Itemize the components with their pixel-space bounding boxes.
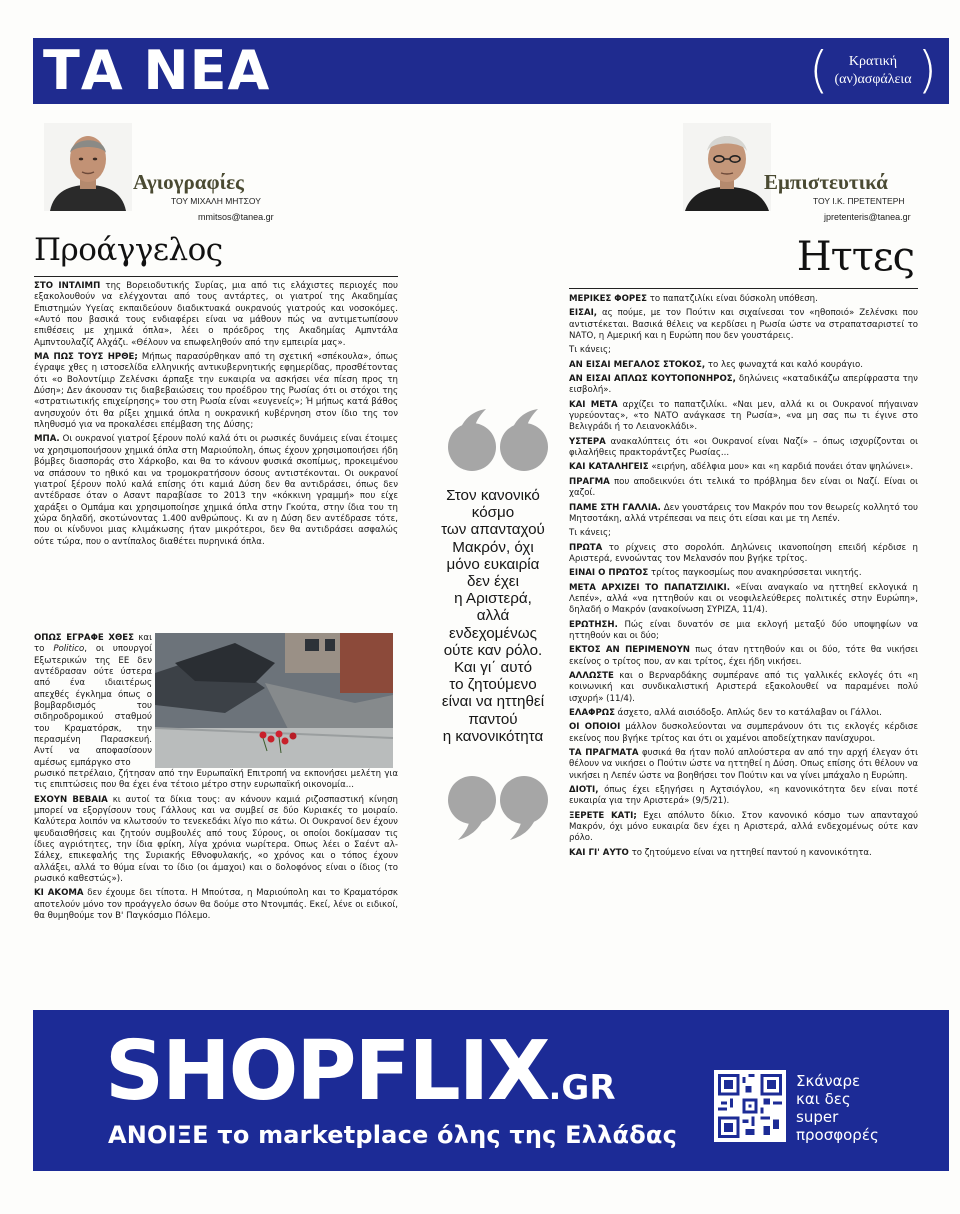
tagline-line2: (αν)ασφάλεια [834,72,912,87]
article-paragraph: ΚΑΙ ΜΕΤΑ αρχίζει το παπατζιλίκι. «Ναι μεν, αλλά κι οι Ουκρανοί πήγαιναν γυρεύοντας», «το ΝΑΤΟ ανάγκασε τη Ρωσία», «να μη σας πω τι έγινε στο Βελιγράδι ή το Λειανοκλάδι». [569,399,919,433]
column-name-left: Αγιογραφίες [133,170,244,194]
article-paragraph: ΑΝ ΕΙΣΑΙ ΑΠΛΩΣ ΚΟΥΤΟΠΟΝΗΡΟΣ, δηλώνεις «καταδικάζω απερίφραστα την εισβολή». [569,374,918,396]
email-right[interactable]: jpretenteris@tanea.gr [824,212,911,222]
article-paragraph: ΕΙΝΑΙ Ο ΠΡΩΤΟΣ τρίτος παγκοσμίως που ανακηρύσσεται νικητής. [569,568,862,579]
tagline-line1: Κρατική [848,54,898,69]
article-paragraph: ΑΛΛΩΣΤΕ και ο Βερναρδάκης συμπέρανε από τις γαλλικές εκλογές ότι «η κοινωνική και συνδικαλιστική Αριστερά εξακολουθεί να παραμένει πολύ ισχυρή» (11/4). [569,670,918,704]
masthead [33,38,949,104]
right-paren-icon: ) [917,41,937,99]
left-article-continued [34,769,398,925]
right-article-body [569,294,918,862]
article-paragraph: ΠΑΜΕ ΣΤΗ ΓΑΛΛΙΑ. Δεν γουστάρεις τον Μακρόν που τον θεωρείς κολλητό του Μητσοτάκη, αλλά ντρέπεσαι να πεις ότι είσαι και με τη Λεπέν. [569,502,918,524]
article-paragraph: ΜΑ ΠΩΣ ΤΟΥΣ ΗΡΘΕ; Μήπως παρασύρθηκαν από τη σχετική «σπέκουλα», όπως έγραψε χθες η ιστοσελίδα ελληνικής αντικυβερνητικής εφημερίδας, προσθέτοντας ότι «ο Βολοντίμιρ Ζελένσκι άρπαξε την ευκαιρία να ασκήσει νέα πίεση προς τη Δύση»; Δεν άκουσαν τις διαβεβαιώσεις του προέδρου της Ρωσίας ότι οι στόχοι της «στρατιωτικής επιχείρησης» του στη Ρωσία είναι «ευγενείς»; Ή μήπως κατά βάθος ανησυχούν ότι θα ρίξει χημικά όπλα η ουκρανική κυβέρνηση στον ίδιο της τον πληθυσμό για να προκαλέσει επέμβαση της Δύσης; [34,352,398,431]
article-paragraph: ΤΑ ΠΡΑΓΜΑΤΑ φυσικά θα ήταν πολύ απλούστερα αν από την αρχή έλεγαν ότι θέλουν να νικήσει ο Πούτιν ώστε να ηττηθεί η Δύση. Οπως επίσης ότι θέλουν να νικήσει η Λεπέν ώστε να βοηθήσει τον Πούτιν και να γίνει μπάχαλο η Ευρώπη. [569,748,919,781]
article-paragraph-wrap: ΟΠΩΣ ΕΓΡΑΦΕ ΧΘΕΣ και το Politico, οι υπουργοί Εξωτερικών της ΕΕ δεν αντέδρασαν ούτε ύστερα από ένα ιδιαιτέρως απεχθές έγκλημα όπως ο βομβαρδισμός του σιδηροδρομικού σταθμού του Κραματόρσκ, την περασμένη Παρασκευή. Αντί να αποφασίσουν αμέσως εμπάργκο στο [34,633,152,768]
article-paragraph: ΚΑΙ ΚΑΤΑΛΗΓΕΙΣ «ειρήνη, αδέλφια μου» και «η καρδιά πονάει όταν ψηλώνει». [569,462,914,473]
newspaper-logo: ΤΑ ΝΕΑ [43,39,271,102]
author-photo-left [44,123,132,211]
article-paragraph: ΜΕΡΙΚΕΣ ΦΟΡΕΣ το παπατζιλίκι είναι δύσκολη υπόθεση. [569,294,818,304]
qr-code-icon[interactable] [714,1070,786,1142]
article-paragraph: ΠΡΩΤΑ το ρίχνεις στο σορολόπ. Δηλώνεις ικανοποίηση επειδή κέρδισε η Αριστερά, εννοώντας τον Μελανσόν που βγήκε τρίτος. [569,542,918,564]
section-tagline [809,41,937,100]
news-photo-debris [155,633,393,768]
article-paragraph: ΚΙ ΑΚΟΜΑ δεν έχουμε δει τίποτα. Η Μπούτσα, η Μαριούπολη και το Κραματόρσκ αποτελούν μόνο τον προάγγελο όσων θα δούμε στο Ντονμπάς. Εκεί, λένε οι ειδικοί, θα θυμηθούμε τον Β' Παγκόσμιο Πόλεμο. [34,888,398,922]
article-paragraph: ΕΙΣΑΙ, ας πούμε, με τον Πούτιν και σιχαίνεσαι τον «ηθοποιό» Ζελένσκι που αντιστέκεται. Βασικά θέλεις να κερδίσει η Ρωσία ώστε να στραπατσαριστεί το ΝΑΤΟ, η Αμερική και η Ευρώπη που δεν γουστάρεις. [569,308,918,342]
article-paragraph: ΞΕΡΕΤΕ ΚΑΤΙ; Εχει απόλυτο δίκιο. Στον κανονικό κόσμο των απανταχού Μακρόν, όχι μόνο ευκαιρία δεν έχει η Αριστερά, αλλά ενδεχομένως ούτε καν ρόλο. [569,810,919,844]
article-paragraph: ΔΙΟΤΙ, όπως έχει εξηγήσει η Αχτσιόγλου, «η κανονικότητα δεν είναι ποτέ ευκαιρία για την Αριστερά» (9/5/21). [569,785,918,807]
article-paragraph: ΕΧΟΥΝ ΒΕΒΑΙΑ κι αυτοί τα δίκια τους: αν κάνουν καμιά ριζοσπαστική κίνηση μπορεί να εξοργίσουν τους Γάλλους και να συμβεί σε δύο Κυριακές το μοιραίο. Καλύτερα λοιπόν να κλωτσούν το τενεκεδάκι λίγο πιο κάτω. Οι Ουκρανοί δεν έχουν ψευδαισθήσεις και ζητούν συμβουλές από τους Σύρους, οι οποίοι δοκίμασαν τις ίδιες αγριότητες, την ίδια φρίκη, λίγα χρόνια νωρίτερα. Οπως λέει ο Σαέντ αλ-Σάλεχ, επικεφαλής της Συριακής Εθνοφυλακής, «ο χρόνος και ο τόπος έχουν αλλάξει, αλλά το θύμα είναι το ίδιο (οι άμαχοι) και ο δολοφόνος είναι ο ίδιος (το ρωσικό καθεστώς»). [34,794,398,885]
shopflix-advertisement[interactable] [33,1010,949,1171]
article-paragraph: Τι κάνεις; [569,345,611,356]
article-paragraph: Τι κάνεις; [569,528,611,539]
byline-right: ΤΟΥ Ι.Κ. ΠΡΕΤΕΝΤΕΡΗ [813,196,905,206]
article-paragraph: ΑΝ ΕΙΣΑΙ ΜΕΓΑΛΟΣ ΣΤΟΚΟΣ, το λες φωναχτά και καλό κουράγιο. [569,359,863,370]
divider-left [34,276,398,277]
open-quote-icon [446,407,550,477]
pull-quote: Στον κανονικό κόσμο των απανταχού Μακρόν, όχι μόνο ευκαιρία δεν έχει η Αριστερά, αλλά ενδεχομένως ούτε καν ρόλο. Και γι΄ αυτό το ζητούμενο είναι να ηττηθεί παντού η κανονικότητα [441,487,545,745]
article-paragraph: ΜΠΑ. Οι ουκρανοί γιατροί ξέρουν πολύ καλά ότι οι ρωσικές δυνάμεις είναι έτοιμες να χρησιμοποιήσουν χημικά όπλα στη Μαριούπολη, όπως έχουν χρησιμοποιήσει ήδη βόμβες διασποράς στο Χάρκοβο, και θα το κάνουν φυσικά σκοπίμως, προκειμένου να σπάσουν το ηθικό και να τρομοκρατήσουν όσους αντιστέκονται. Οι ουκρανοί γιατροί ξέρουν πολύ καλά επίσης ότι καμιά Δύση δεν θα αντιδράσει, όπως δεν αντέδρασε όταν ο Ασαντ παραβίασε το 2013 την «κόκκινη γραμμή» που είχε χαράξει ο Ομπάμα και χρησιμοποίησε χημικά όπλα στην Γκούτα, στην ίδια του τη χώρα δηλαδή, σκοτώνοντας 1.400 ανθρώπους. Κι αν η Δύση δεν αντέδρασε τότε, που οι κίνδυνοι μιας κλιμάκωσης ήταν μικρότεροι, δεν θα αντιδράσει ασφαλώς ούτε τώρα, που ο αντίπαλος διαθέτει πυρηνικά όπλα. [34,434,398,547]
article-paragraph: ΚΑΙ ΓΙ' ΑΥΤΟ το ζητούμενο είναι να ηττηθεί παντού η κανονικότητα. [569,847,872,858]
article-paragraph: ΕΚΤΟΣ ΑΝ ΠΕΡΙΜΕΝΟΥΝ πως όταν ηττηθούν και οι δύο, τότε θα νικήσει εκείνος ο τρίτος που, αν και τρίτος, έχει ήδη νικήσει. [569,645,918,667]
ad-brand-logo: SHOPFLIX.GR [105,1024,616,1119]
article-paragraph: ΕΡΩΤΗΣΗ. Πώς είναι δυνατόν σε μια εκλογή μεταξύ δύο υποψηφίων να ηττηθούν και οι δύο; [569,619,918,641]
article-paragraph: ΣΤΟ ΙΝΤΛΙΜΠ της Βορειοδυτικής Συρίας, μια από τις ελάχιστες περιοχές που εξακολουθούν να ελέγχονται από τους αντάρτες, οι γιατροί της Ακαδημίας Επιστημών Υγείας εκπαιδεύουν διαδικτυακά ουκρανούς γιατρούς και νοσοκόμες. «Αυτό που βασικά τους ενδιαφέρει είναι να μάθουν πώς να αντιμετωπίσουν επιθέσεις με χημικά όπλα», λέει ο πρόεδρος της Ακαδημίας Αμπντάλα Αμπντουλαζίζ Αλχάζι. «Θέλουν να επωφεληθούν από την εμπειρία μας». [34,281,398,348]
email-left[interactable]: mmitsos@tanea.gr [198,212,274,222]
author-photo-right [683,123,771,211]
article-paragraph: ΥΣΤΕΡΑ ανακαλύπτεις ότι «οι Ουκρανοί είναι Ναζί» – όπως ισχυρίζονται οι φιλαλήθεις πρακτοράντζες Ρωσίας... [569,436,918,459]
column-name-right: Εμπιστευτικά [764,170,888,194]
article-paragraph: ΜΕΤΑ ΑΡΧΙΖΕΙ ΤΟ ΠΑΠΑΤΖΙΛΙΚΙ. «Είναι αναγκαίο να ηττηθεί εκλογικά η Λεπέν», αλλά «να ηττηθούν και οι νεοφιλελεύθερες πολιτικές στην Ευρώπη», δηλαδή ο Μακρόν (ανακοίνωση ΣΥΡΙΖΑ, 11/4). [569,582,918,616]
left-article-body [34,281,398,551]
article-paragraph: ΠΡΑΓΜΑ που αποδεικνύει ότι τελικά το πρόβλημα δεν είναι οι Ναζί. Είναι οι χαζοί. [569,476,918,499]
ad-slogan: ΑΝΟΙΞΕ το marketplace όλης της Ελλάδας [108,1121,678,1149]
article-paragraph: ΕΛΑΦΡΩΣ άσχετο, αλλά αισιόδοξο. Απλώς δεν το κατάλαβαν οι Γάλλοι. [569,708,882,718]
divider-right [569,288,918,289]
article-paragraph: ρωσικό πετρέλαιο, ζήτησαν από την Ευρωπαϊκή Επιτροπή να εκπονήσει μελέτη για τις επιπτώσεις που θα έχει ένα τέτοιο μέτρο στην ευρωπαϊκή οικονομία... [34,769,398,791]
byline-left: ΤΟΥ ΜΙΧΑΛΗ ΜΗΤΣΟΥ [171,196,261,206]
close-quote-icon [446,772,550,842]
ad-call-to-action: Σκάναρε και δες super προσφορές [796,1072,879,1144]
headline-left: Προάγγελος [34,232,223,268]
left-paren-icon: ( [809,41,829,99]
headline-right: Ηττες [796,234,914,280]
article-paragraph: ΟΙ ΟΠΟΙΟΙ μάλλον δυσκολεύονται να συμπεράνουν ότι τις εκλογές κέρδισε εκείνος που βγήκε τρίτος και ότι οι χαμένοι αποδείχτηκαν πανίσχυροι. [569,722,919,744]
